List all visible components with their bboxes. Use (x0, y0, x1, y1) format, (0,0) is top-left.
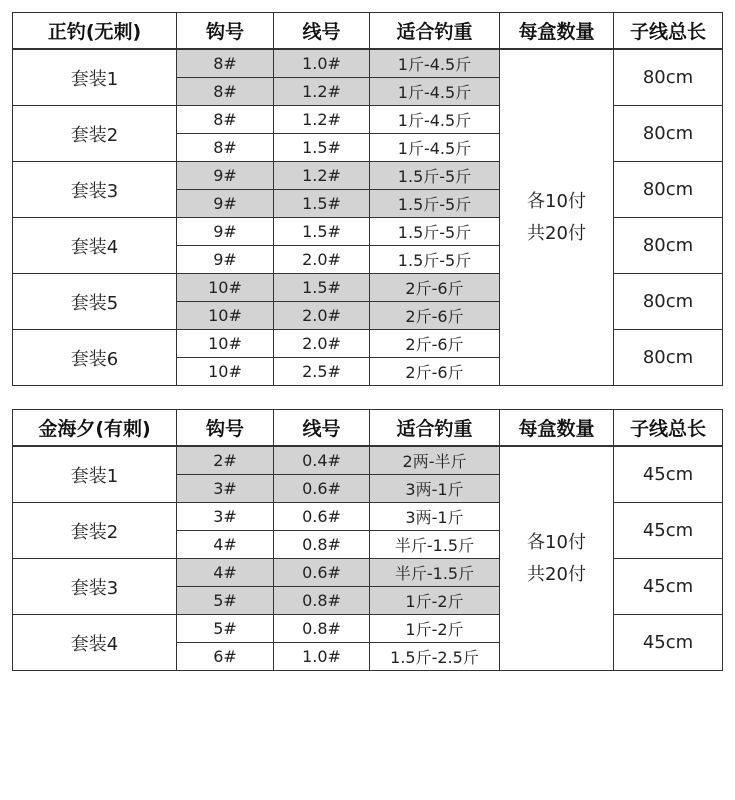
header-box-quantity: 每盒数量 (500, 410, 614, 447)
set-name: 套装6 (13, 330, 177, 386)
box-quantity (500, 446, 614, 671)
table-row (13, 559, 723, 587)
table-row (13, 162, 723, 190)
line-size: 0.6# (274, 559, 370, 587)
table-row (13, 274, 723, 302)
leader-length: 45cm (614, 615, 723, 671)
fish-weight: 2斤-6斤 (370, 358, 500, 386)
set-name: 套装3 (13, 162, 177, 218)
line-size: 2.0# (274, 246, 370, 274)
fish-weight: 1.5斤-5斤 (370, 218, 500, 246)
fish-weight: 1.5斤-5斤 (370, 246, 500, 274)
header-row (13, 410, 723, 447)
line-size: 2.0# (274, 330, 370, 358)
hook-size: 10# (177, 358, 274, 386)
line-size: 1.5# (274, 134, 370, 162)
fish-weight: 3两-1斤 (370, 475, 500, 503)
header-model: 金海夕(有刺) (13, 410, 177, 447)
box-quantity-line: 各10付 (527, 190, 586, 212)
hook-size: 5# (177, 587, 274, 615)
header-leader-length: 子线总长 (614, 410, 723, 447)
fish-weight: 1斤-4.5斤 (370, 134, 500, 162)
fish-weight: 1.5斤-5斤 (370, 190, 500, 218)
hook-size: 8# (177, 78, 274, 106)
hook-size: 6# (177, 643, 274, 671)
hook-size: 2# (177, 446, 274, 475)
hook-size: 9# (177, 218, 274, 246)
header-leader-length: 子线总长 (614, 13, 723, 50)
box-quantity-line: 各10付 (527, 531, 586, 553)
hook-size: 8# (177, 49, 274, 78)
hook-size: 9# (177, 190, 274, 218)
fish-weight: 1斤-4.5斤 (370, 106, 500, 134)
hook-size: 9# (177, 162, 274, 190)
leader-length: 45cm (614, 446, 723, 503)
set-name: 套装4 (13, 615, 177, 671)
leader-length: 45cm (614, 559, 723, 615)
header-row (13, 13, 723, 50)
header-fish-weight: 适合钓重 (370, 410, 500, 447)
hook-size: 10# (177, 302, 274, 330)
line-size: 1.5# (274, 190, 370, 218)
line-size: 1.2# (274, 106, 370, 134)
line-size: 1.5# (274, 218, 370, 246)
fish-weight: 1.5斤-5斤 (370, 162, 500, 190)
fish-weight: 1斤-2斤 (370, 615, 500, 643)
line-size: 2.0# (274, 302, 370, 330)
set-name: 套装1 (13, 49, 177, 106)
line-size: 2.5# (274, 358, 370, 386)
fish-weight: 半斤-1.5斤 (370, 559, 500, 587)
set-name: 套装1 (13, 446, 177, 503)
set-name: 套装2 (13, 503, 177, 559)
header-line-size: 线号 (274, 410, 370, 447)
leader-length: 80cm (614, 218, 723, 274)
fish-weight: 2两-半斤 (370, 446, 500, 475)
leader-length: 80cm (614, 49, 723, 106)
hook-size: 8# (177, 106, 274, 134)
line-size: 0.6# (274, 503, 370, 531)
header-line-size: 线号 (274, 13, 370, 50)
leader-length: 45cm (614, 503, 723, 559)
leader-length: 80cm (614, 274, 723, 330)
box-quantity-line: 共20付 (527, 563, 586, 585)
table-row (13, 218, 723, 246)
leader-length: 80cm (614, 106, 723, 162)
hook-size: 4# (177, 559, 274, 587)
header-model: 正钓(无刺) (13, 13, 177, 50)
fish-weight: 1斤-4.5斤 (370, 78, 500, 106)
table-row (13, 503, 723, 531)
set-name: 套装3 (13, 559, 177, 615)
fish-weight: 1斤-4.5斤 (370, 49, 500, 78)
leader-length: 80cm (614, 162, 723, 218)
table-row (13, 330, 723, 358)
leader-length: 80cm (614, 330, 723, 386)
table-row (13, 106, 723, 134)
hook-size: 9# (177, 246, 274, 274)
spec-table-barbed-hook (12, 409, 723, 671)
hook-size: 3# (177, 475, 274, 503)
set-name: 套装4 (13, 218, 177, 274)
fish-weight: 2斤-6斤 (370, 302, 500, 330)
fish-weight: 3两-1斤 (370, 503, 500, 531)
fish-weight: 2斤-6斤 (370, 330, 500, 358)
spec-table-plain-hook (12, 12, 723, 386)
fish-weight: 2斤-6斤 (370, 274, 500, 302)
fish-weight: 1.5斤-2.5斤 (370, 643, 500, 671)
table-row (13, 49, 723, 78)
box-quantity-line: 共20付 (527, 222, 586, 244)
line-size: 0.4# (274, 446, 370, 475)
line-size: 0.8# (274, 531, 370, 559)
line-size: 1.2# (274, 162, 370, 190)
set-name: 套装5 (13, 274, 177, 330)
line-size: 1.0# (274, 643, 370, 671)
hook-size: 10# (177, 274, 274, 302)
fish-weight: 半斤-1.5斤 (370, 531, 500, 559)
line-size: 0.8# (274, 587, 370, 615)
hook-size: 3# (177, 503, 274, 531)
set-name: 套装2 (13, 106, 177, 162)
header-hook-size: 钩号 (177, 13, 274, 50)
line-size: 0.8# (274, 615, 370, 643)
line-size: 1.5# (274, 274, 370, 302)
hook-size: 8# (177, 134, 274, 162)
table-row (13, 446, 723, 475)
line-size: 1.0# (274, 49, 370, 78)
hook-size: 10# (177, 330, 274, 358)
header-hook-size: 钩号 (177, 410, 274, 447)
line-size: 0.6# (274, 475, 370, 503)
hook-size: 4# (177, 531, 274, 559)
hook-size: 5# (177, 615, 274, 643)
fish-weight: 1斤-2斤 (370, 587, 500, 615)
header-fish-weight: 适合钓重 (370, 13, 500, 50)
table-row (13, 615, 723, 643)
line-size: 1.2# (274, 78, 370, 106)
header-box-quantity: 每盒数量 (500, 13, 614, 50)
box-quantity (500, 49, 614, 386)
